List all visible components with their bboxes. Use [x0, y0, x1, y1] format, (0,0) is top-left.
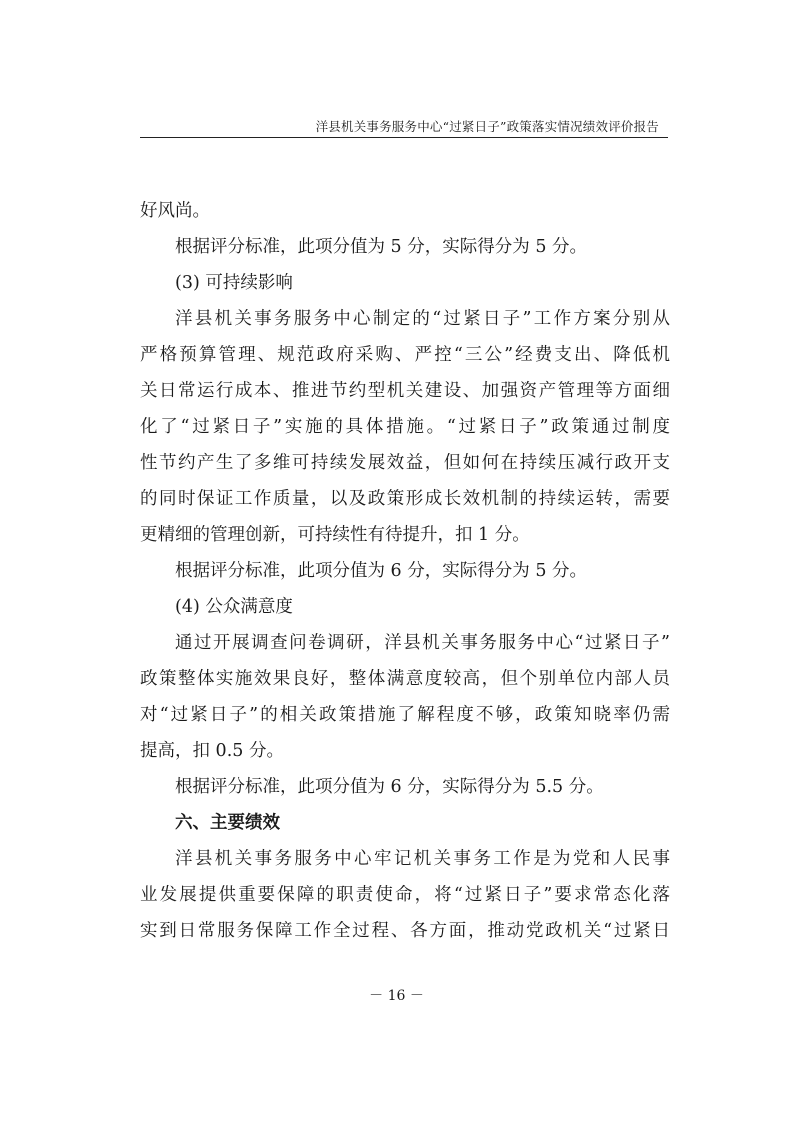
paragraph-line: 性节约产生了多维可持续发展效益，但如何在持续压减行政开支	[140, 453, 670, 473]
paragraph-line: 通过开展调查问卷调研，洋县机关事务服务中心“过紧日子”	[175, 633, 670, 653]
paragraph-line: 对“过紧日子”的相关政策措施了解程度不够，政策知晓率仍需	[140, 705, 670, 725]
section-heading-main-performance: 六、主要绩效	[175, 813, 280, 833]
paragraph-line: 洋县机关事务服务中心牢记机关事务工作是为党和人民事	[175, 849, 670, 869]
paragraph-line: 政策整体实施效果良好，整体满意度较高，但个别单位内部人员	[140, 669, 670, 689]
score-line: 根据评分标准，此项分值为 6 分，实际得分为 5.5 分。	[175, 777, 604, 797]
paragraph-line: 关日常运行成本、推进节约型机关建设、加强资产管理等方面细	[140, 381, 670, 401]
body-text	[140, 193, 670, 949]
header-rule	[140, 137, 668, 138]
paragraph-line: 实到日常服务保障工作全过程、各方面，推动党政机关“过紧日	[140, 921, 670, 941]
score-line: 根据评分标准，此项分值为 5 分，实际得分为 5 分。	[175, 237, 588, 257]
subsection-heading-sustainability: (3) 可持续影响	[175, 273, 293, 293]
paragraph-line: 更精细的管理创新，可持续性有待提升，扣 1 分。	[140, 525, 530, 545]
page-number: － 16 －	[369, 988, 424, 1004]
score-line: 根据评分标准，此项分值为 6 分，实际得分为 5 分。	[175, 561, 588, 581]
paragraph-line: 好风尚。	[140, 201, 210, 221]
paragraph-line: 的同时保证工作质量，以及政策形成长效机制的持续运转，需要	[140, 489, 670, 509]
subsection-heading-satisfaction: (4) 公众满意度	[175, 597, 293, 617]
paragraph-line: 提高，扣 0.5 分。	[140, 741, 284, 761]
running-header: 洋县机关事务服务中心“过紧日子”政策落实情况绩效评价报告	[315, 119, 659, 134]
paragraph-line: 业发展提供重要保障的职责使命，将“过紧日子”要求常态化落	[140, 885, 670, 905]
paragraph-line: 化了“过紧日子”实施的具体措施。“过紧日子”政策通过制度	[140, 417, 670, 437]
paragraph-line: 严格预算管理、规范政府采购、严控“三公”经费支出、降低机	[140, 345, 670, 365]
paragraph-line: 洋县机关事务服务中心制定的“过紧日子”工作方案分别从	[175, 309, 670, 329]
